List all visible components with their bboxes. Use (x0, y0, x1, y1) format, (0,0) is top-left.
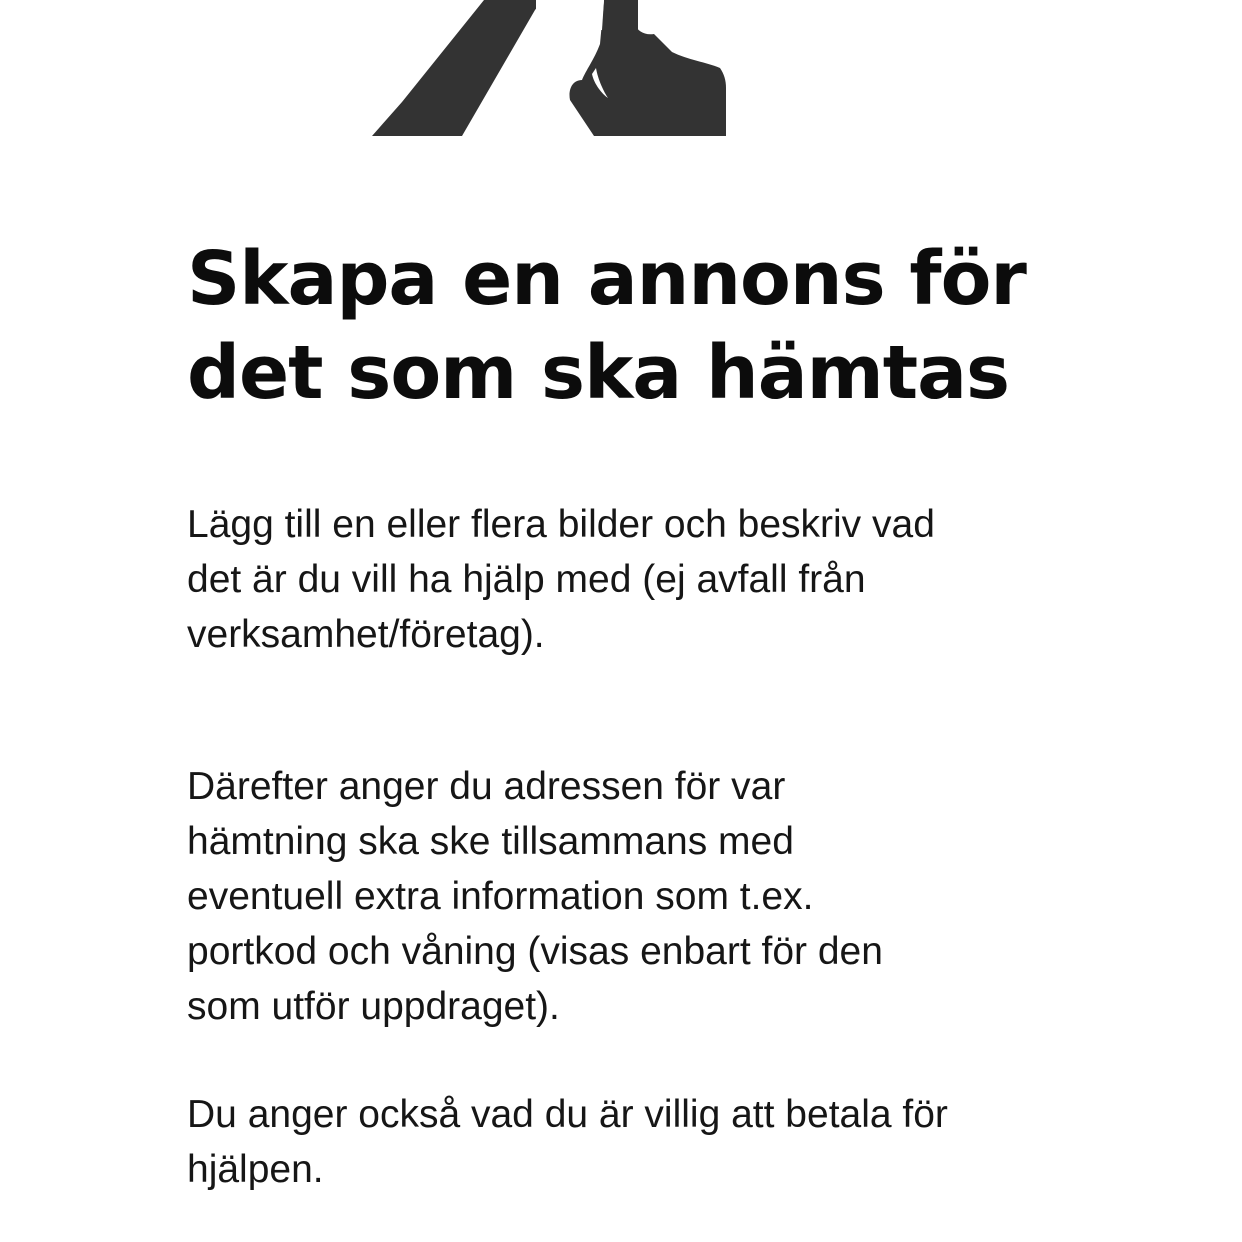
paragraph-line: hjälpen. (187, 1148, 324, 1191)
paragraph-line: verksamhet/företag). (187, 613, 545, 656)
page-title (187, 232, 1087, 420)
title-line: det som ska hämtas (187, 330, 1010, 416)
paragraph-line: som utför uppdraget). (187, 985, 560, 1028)
instruction-paragraph-images (187, 497, 1087, 662)
paragraph-line: hämtning ska ske tillsammans med (187, 820, 794, 863)
paragraph-line: portkod och våning (visas enbart för den (187, 930, 883, 973)
paragraph-line: det är du vill ha hjälp med (ej avfall från (187, 558, 866, 601)
instruction-paragraph-address (187, 759, 1087, 1034)
hand-holding-phone-icon (372, 0, 726, 136)
title-line: Skapa en annons för (187, 236, 1026, 322)
paragraph-line: Du anger också vad du är villig att betala för (187, 1093, 948, 1136)
paragraph-line: Därefter anger du adressen för var (187, 765, 786, 808)
paragraph-line: eventuell extra information som t.ex. (187, 875, 814, 918)
instruction-paragraph-payment (187, 1087, 1087, 1197)
paragraph-line: Lägg till en eller flera bilder och beskriv vad (187, 503, 935, 546)
